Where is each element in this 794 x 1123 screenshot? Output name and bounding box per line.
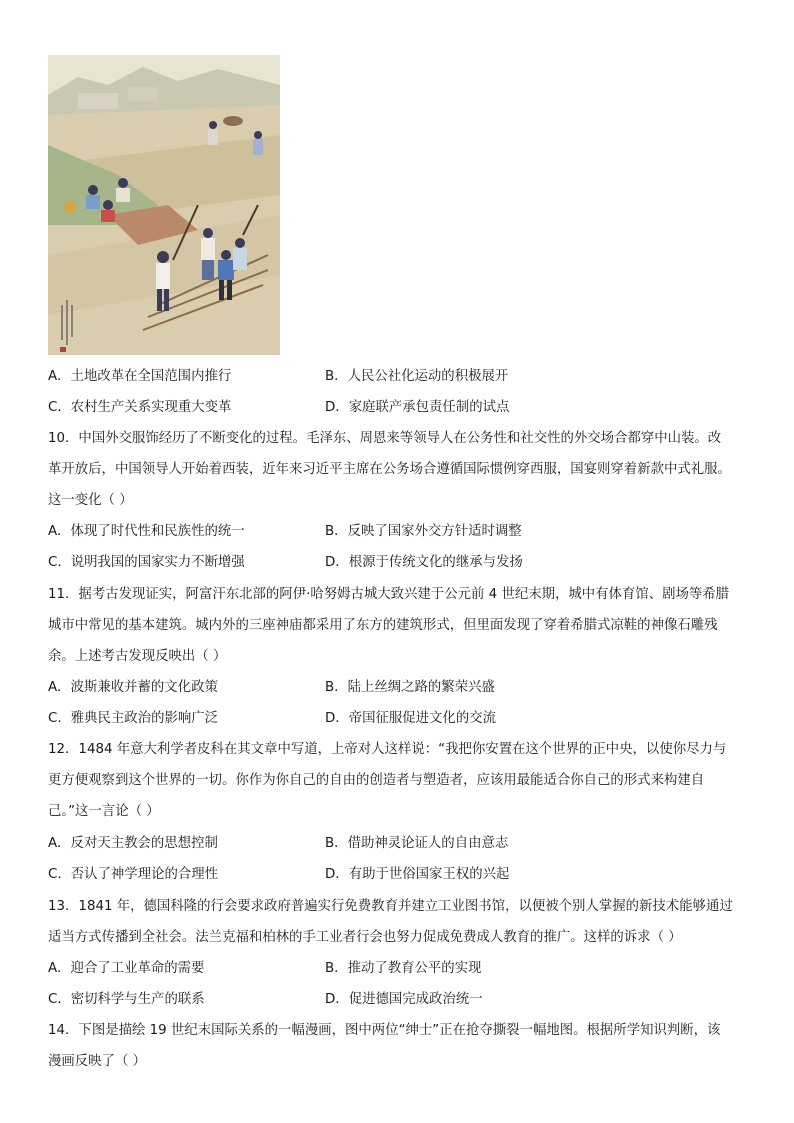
q11-stem-line: 11．据考古发现证实，阿富汗东北部的阿伊·哈努姆古城大致兴建于公元前 4 世纪末期，城中有体育馆、剧场等希腊 <box>48 587 730 602</box>
q12-stem-line: 12．1484 年意大利学者皮科在其文章中写道，上帝对人这样说：“我把你安置在这个世界的正中央，以使你尽力与 <box>48 742 727 757</box>
q10-stem-line: 革开放后，中国领导人开始着西装，近年来习近平主席在公务场合遵循国际惯例穿西服，国宴则穿着新款中式礼服。 <box>48 462 731 477</box>
q12-option-a[interactable]: A．反对天主教会的思想控制 <box>48 836 218 851</box>
q12-option-b[interactable]: B．借助神灵论证人的自由意志 <box>325 836 509 851</box>
q10-stem-line: 这一变化（ ） <box>48 493 133 508</box>
q14-stem-line: 漫画反映了（ ） <box>48 1054 146 1069</box>
q13-stem-line: 适当方式传播到全社会。法兰克福和柏林的手工业者行会也努力促成免费成人教育的推广。这样的诉求（ ） <box>48 930 682 945</box>
q10-stem-line: 10．中国外交服饰经历了不断变化的过程。毛泽东、周恩来等领导人在公务性和社交性的外交场合都穿中山装。改 <box>48 431 722 446</box>
q10-option-d[interactable]: D．根源于传统文化的继承与发扬 <box>325 555 523 570</box>
q11-stem-line: 余。上述考古发现反映出（ ） <box>48 649 227 664</box>
q11-option-c[interactable]: C．雅典民主政治的影响广泛 <box>48 711 219 726</box>
q11-option-b[interactable]: B．陆上丝绸之路的繁荣兴盛 <box>325 680 495 695</box>
q13-option-c[interactable]: C．密切科学与生产的联系 <box>48 992 205 1007</box>
q12-option-c[interactable]: C．否认了神学理论的合理性 <box>48 867 219 882</box>
q14-stem-line: 14．下图是描绘 19 世纪末国际关系的一幅漫画，图中两位“绅士”正在抢夺撕裂一幅地图。根据所学知识判断，该 <box>48 1023 721 1038</box>
q10-option-b[interactable]: B．反映了国家外交方针适时调整 <box>325 524 522 539</box>
q12-stem-line: 己。”这一言论（ ） <box>48 804 160 819</box>
q11-option-a[interactable]: A．波斯兼收并蓄的文化政策 <box>48 680 218 695</box>
q13-option-a[interactable]: A．迎合了工业革命的需要 <box>48 961 205 976</box>
q9-option-a[interactable]: A．土地改革在全国范围内推行 <box>48 369 232 384</box>
q13-option-d[interactable]: D．促进德国完成政治统一 <box>325 992 483 1007</box>
q11-option-d[interactable]: D．帝国征服促进文化的交流 <box>325 711 496 726</box>
q10-option-a[interactable]: A．体现了时代性和民族性的统一 <box>48 524 245 539</box>
farming-painting-image <box>48 55 280 355</box>
q12-option-d[interactable]: D．有助于世俗国家王权的兴起 <box>325 867 510 882</box>
q13-stem-line: 13．1841 年，德国科隆的行会要求政府普遍实行免费教育并建立工业图书馆，以便被个别人掌握的新技术能够通过 <box>48 899 733 914</box>
q11-stem-line: 城市中常见的基本建筑。城内外的三座神庙都采用了东方的建筑形式，但里面发现了穿着希腊式凉鞋的神像石雕残 <box>48 618 718 633</box>
q13-option-b[interactable]: B．推动了教育公平的实现 <box>325 961 482 976</box>
q12-stem-line: 更方便观察到这个世界的一切。你作为你自己的自由的创造者与塑造者，应该用最能适合你自己的形式来构建自 <box>48 773 705 788</box>
q9-option-b[interactable]: B．人民公社化运动的积极展开 <box>325 369 509 384</box>
q9-option-d[interactable]: D．家庭联产承包责任制的试点 <box>325 400 510 415</box>
q10-option-c[interactable]: C．说明我国的国家实力不断增强 <box>48 555 245 570</box>
q9-option-c[interactable]: C．农村生产关系实现重大变革 <box>48 400 232 415</box>
